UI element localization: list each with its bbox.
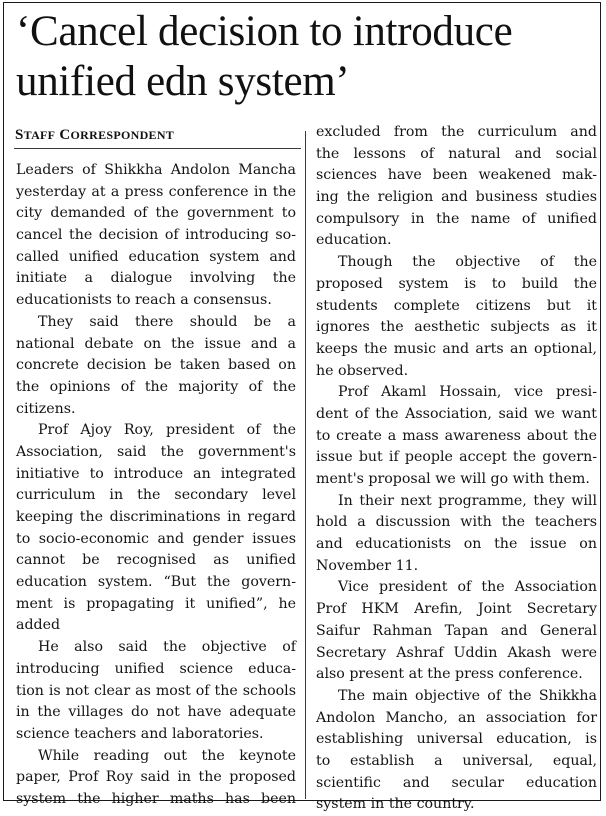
article-line: Prof Akaml Hossain, vice presi-: [338, 384, 597, 401]
article-line: scientific and secular education: [316, 774, 597, 791]
article-line: tion is not clear as most of the schools: [16, 682, 296, 699]
article-line: paper, Prof Roy said in the proposed: [16, 769, 296, 786]
article-line: While reading out the keynote: [38, 747, 296, 764]
article-line: added: [16, 617, 61, 634]
headline-line: ‘Cancel decision to introduce: [16, 8, 513, 55]
article-line: to socio-economic and gender issues: [16, 530, 296, 547]
article-line: system in the country.: [316, 796, 475, 813]
article-line: proposed system is to build the: [316, 275, 597, 292]
article-line: yesterday at a press conference in the: [16, 183, 296, 200]
article-line: establishing universal education, is: [316, 731, 597, 748]
article-line: cancel the decision of introducing so-: [16, 227, 296, 244]
article-line: introducing unified science educa-: [16, 660, 296, 677]
headline: [16, 7, 601, 107]
article-line: called unified education system and: [16, 248, 296, 265]
article-line: issue but if people accept the govern-: [316, 449, 597, 466]
article-line: Vice president of the Association: [338, 579, 597, 596]
article-line: keeping the discriminations in regard: [16, 509, 296, 525]
article-line: Andolon Mancho, an association for: [316, 709, 597, 726]
byline: [15, 126, 300, 144]
column-divider: [305, 131, 306, 799]
article-line: students complete citizens but it: [316, 297, 597, 314]
article-line: The main objective of the Shikkha: [338, 687, 597, 704]
article-line: Though the objective of the: [338, 254, 597, 271]
article-line: city demanded of the government to: [16, 205, 296, 222]
article-line: system the higher maths has been: [16, 790, 296, 807]
article-line: Prof HKM Arefin, Joint Secretary: [316, 601, 597, 618]
article-line: Saifur Rahman Tapan and General: [316, 622, 597, 639]
byline-text: STAFF CORRESPONDENT: [15, 127, 175, 143]
article-line: and educationists on the issue on: [316, 536, 597, 553]
article-line: citizens.: [16, 400, 76, 417]
article-line: also present at the press conference.: [316, 666, 583, 683]
article-line: concrete decision be taken based on: [16, 357, 296, 374]
article-line: education.: [316, 232, 392, 249]
article-line: initiative to introduce an integrated: [16, 465, 296, 482]
article-line: hold a discussion with the teachers: [316, 514, 597, 531]
article-line: ignores the aesthetic subjects as it: [316, 319, 597, 336]
article-line: science teachers and laboratories.: [16, 725, 264, 742]
article-line: ment is propagating it unified”, he: [16, 595, 296, 612]
article-line: keeps the music and arts an optional,: [316, 340, 597, 357]
article-line: national debate on the issue and a: [16, 335, 296, 352]
byline-rule: [14, 148, 301, 149]
article-line: ment's proposal we will go with them.: [316, 471, 590, 487]
headline-line: unified edn system’: [16, 58, 350, 105]
article-line: In their next programme, they will: [338, 492, 597, 509]
article-line: Secretary Ashraf Uddin Akash were: [316, 644, 597, 661]
article-line: Association, said the government's: [16, 443, 296, 460]
article-line: education system. “But the govern-: [16, 574, 296, 591]
article-line: ing the religion and business studies: [316, 189, 597, 206]
article-column-right: [316, 122, 597, 816]
article-line: excluded from the curriculum and: [316, 124, 597, 140]
article-line: dent of the Association, said we want: [316, 405, 597, 422]
article-line: He also said the objective of: [38, 639, 296, 656]
article-line: cannot be recognised as unified: [16, 552, 296, 569]
article-line: sciences have been weakened mak-: [316, 167, 597, 184]
article-line: the opinions of the majority of the: [16, 378, 296, 395]
article-line: he observed.: [316, 362, 409, 379]
article-line: to create a mass awareness about the: [316, 427, 597, 444]
article-line: compulsory in the name of unified: [316, 210, 597, 227]
article-line: Prof Ajoy Roy, president of the: [38, 422, 296, 439]
article-line: Leaders of Shikkha Andolon Mancha: [16, 162, 296, 178]
article-line: initiate a dialogue involving the: [16, 270, 296, 287]
article-column-left: [16, 160, 296, 811]
article-frame: [3, 2, 601, 813]
article-line: They said there should be a: [38, 313, 296, 330]
article-line: to establish a universal, equal,: [316, 752, 597, 769]
article-line: educationists to reach a consensus.: [16, 292, 272, 309]
article-line: curriculum in the secondary level: [16, 487, 296, 504]
article-line: November 11.: [316, 557, 419, 574]
article-line: the lessons of natural and social: [316, 145, 597, 162]
article-line: in the villages do not have adequate: [16, 704, 296, 721]
